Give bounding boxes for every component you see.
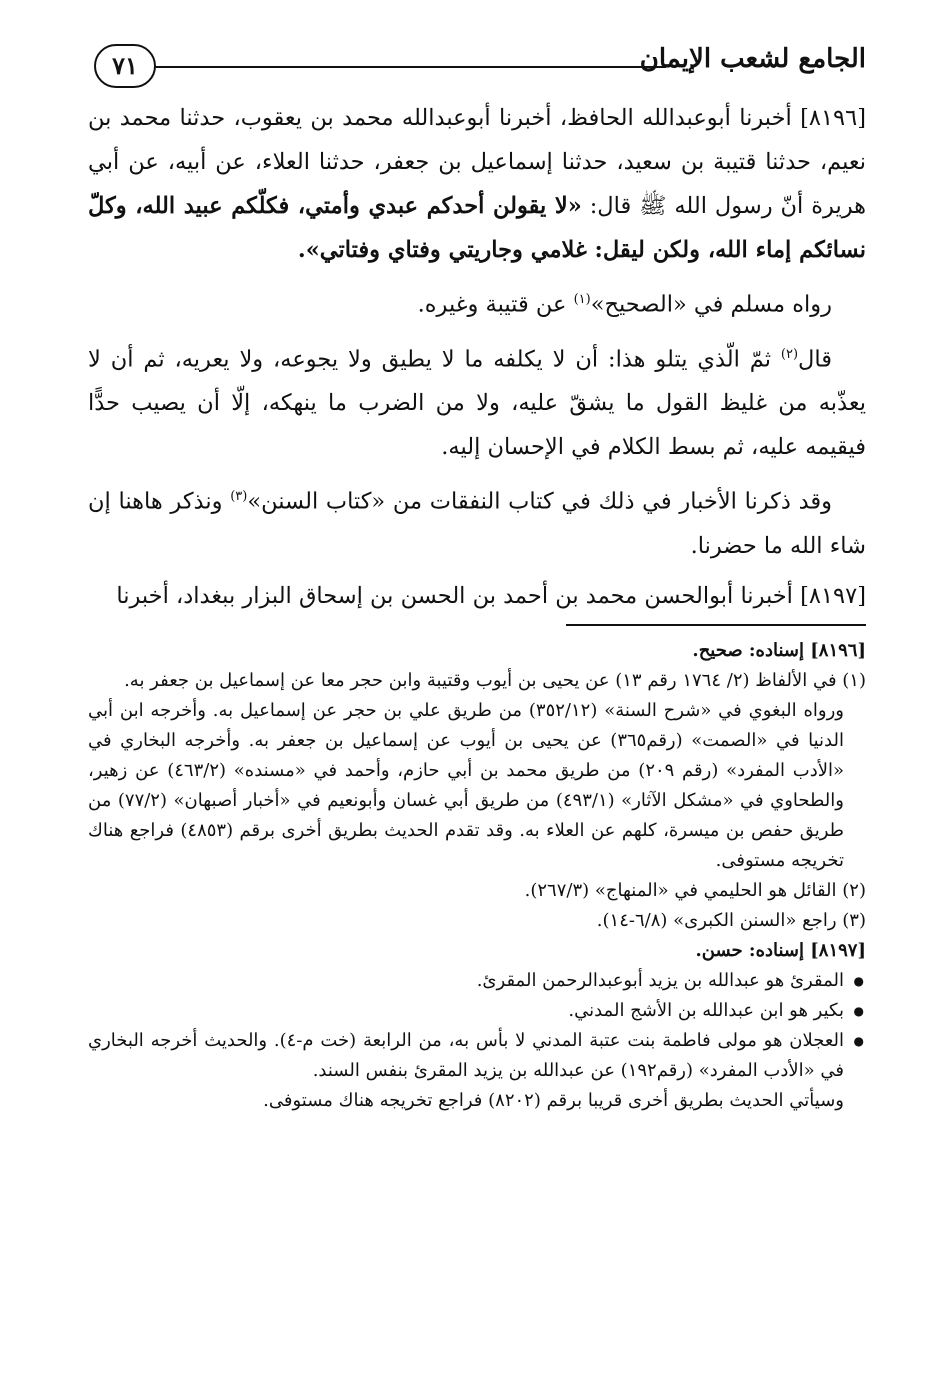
text-segment: رواه مسلم في «الصحيح» [590, 291, 832, 318]
footnote-3: (٣) راجع «السنن الكبرى» (٦/٨-١٤). [596, 909, 866, 931]
footnote-ref-1[interactable]: (١) [573, 292, 591, 307]
takhrij-paragraph [88, 278, 866, 327]
list-item: ● المقرئ هو عبدالله بن يزيد أبوعبدالرحمن المقرئ. [88, 966, 866, 996]
footnote-1-continued: ورواه البغوي في «شرح السنة» (٣٥٢/١٢) من طريق علي بن حجر عن إسماعيل به. وأخرجه ابن أبي الدنيا في «الصمت» (رقم٣٦٥) عن يحيى بن أيوب عن إسماعيل بن جعفر به. وأخرجه البخاري في «الأدب المفرد» (رقم ٢٠٩) من طريق محمد بن أبي حازم، وأحمد في «مسنده» (٤٦٣/٢) عن زهير، والطحاوي في «مشكل الآثار» (٤٩٣/١) من طريق أبي غسان وأبونعيم في «أخبار أصبهان» (٧٧/٢) من طريق حفص بن ميسرة، كلهم عن العلاء به. وقد تقدم الحديث بطريق أخرى برقم (٤٨٥٣) فراجع هناك تخريجه مستوفى. [88, 699, 844, 871]
isnad-text: أخبرنا أبوعبدالله الحافظ، أخبرنا أبوعبدالله محمد بن يعقوب، حدثنا محمد بن نعيم، حدثنا قتيبة بن سعيد، حدثنا إسماعيل بن جعفر، حدثنا العلاء، عن أبيه، عن أبي هريرة أنّ رسول الله ﷺ قال: [88, 105, 867, 219]
main-text [88, 96, 866, 618]
hadith-matn: «لا يقولن أحدكم عبدي وأمتي، فكلّكم عبيد الله، وكلّ نسائكم إماء الله، ولكن ليقل: غلامي وجاريتي وفتاي وفتاتي». [88, 193, 866, 263]
reference-paragraph [88, 475, 866, 568]
narrator-list [88, 966, 866, 1086]
hadith-8196 [88, 96, 866, 272]
isnad-text: أخبرنا أبوالحسن محمد بن أحمد بن الحسن بن إسحاق البزار ببغداد، أخبرنا [116, 582, 801, 609]
running-title: الجامع لشعب الإيمان [639, 44, 866, 74]
hadith-number: [٨١٩٧] [800, 582, 866, 609]
footnotes [88, 636, 866, 1116]
hadith-number: [٨١٩٦] [800, 105, 866, 131]
list-item: ● العجلان هو مولى فاطمة بنت عتبة المدني لا بأس به، من الرابعة (خت م-٤). والحديث أخرجه البخاري في «الأدب المفرد» (رقم١٩٢) عن عبدالله بن يزيد المقرئ بنفس السند. [88, 1026, 866, 1086]
hadith-8197 [88, 574, 866, 618]
text-segment: وقد ذكرنا الأخبار في ذلك في كتاب النفقات من «كتاب السنن» [247, 488, 833, 515]
text-segment: ونذكر هاهنا إن شاء الله ما حضرنا. [88, 488, 866, 559]
footnote-2: (٢) القائل هو الحليمي في «المنهاج» (٢٦٧/٣). [524, 879, 866, 901]
footnote-last: وسيأتي الحديث بطريق أخرى قريبا برقم (٨٢٠٢) فراجع تخريجه هناك مستوفى. [263, 1089, 844, 1111]
text-segment: ثمّ الّذي يتلو هذا: أن لا يكلفه ما لا يطيق ولا يجوعه، ولا يعريه، ثم أن لا يعذّبه من غليظ القول ما يشقّ عليه، ولا من الضرب ما ينهكه، إلّا أن يصيب حدًّا فيقيمه عليه، ثم بسط الكلام في الإحسان إليه. [88, 346, 866, 460]
book-page [88, 40, 866, 1116]
text-segment: عن قتيبة وغيره. [417, 291, 574, 318]
footnote-ref-3[interactable]: (٣) [230, 489, 248, 504]
footnote-grade-8196: [٨١٩٦] إسناده: صحيح. [692, 639, 866, 661]
footnote-divider [566, 624, 866, 626]
page-header [88, 40, 866, 96]
commentary-paragraph [88, 333, 866, 470]
text-segment: قال [798, 346, 832, 372]
header-rule [154, 66, 666, 68]
page-number: ٧١ [94, 44, 156, 88]
list-item: ● بكير هو ابن عبدالله بن الأشج المدني. [88, 996, 866, 1026]
footnote-ref-2[interactable]: (٢) [780, 346, 799, 362]
footnote-grade-8197: [٨١٩٧] إسناده: حسن. [695, 939, 866, 961]
footnote-1: (١) في الألفاظ (٢/ ١٧٦٤ رقم ١٣) عن يحيى بن أيوب وقتيبة وابن حجر معا عن إسماعيل بن جعفر به. [124, 669, 866, 691]
